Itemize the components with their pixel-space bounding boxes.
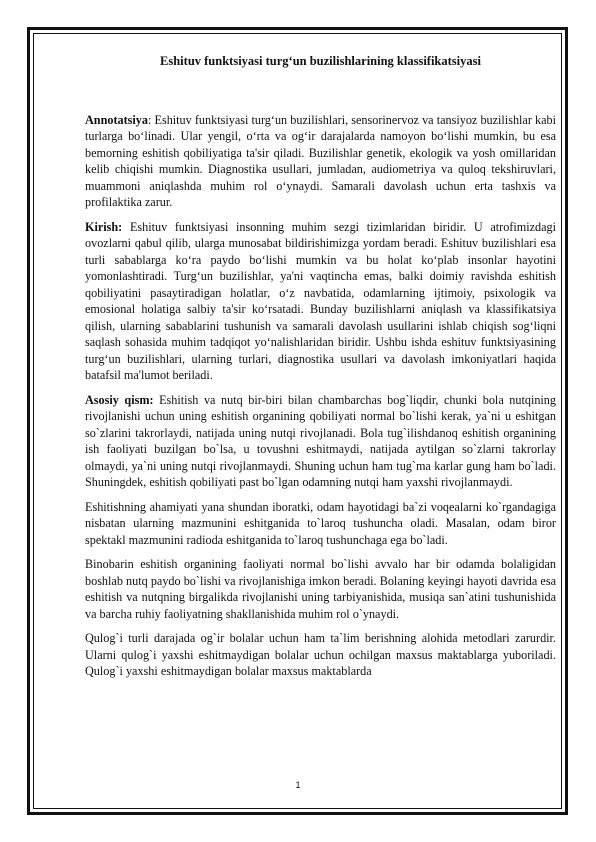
paragraph-annotation [85, 112, 556, 211]
document-title: Eshituv funktsiyasi turg‘un buzilishlarining klassifikatsiyasi [160, 54, 481, 68]
paragraph-body [85, 556, 556, 622]
page-number: 1 [295, 780, 301, 790]
paragraph-text: Eshitish va nutq bir-biri bilan chambarchas bog`liqdir, chunki bola nutqining rivojlanishi uchun uning eshitish organining qobiliyati normal bo`lishi kerak, ya`ni u eshitgan so`zlarini takrorlaydi, natijada uning nutqi rivojlanadi. Bola tug`ilishdanoq eshitish organining ish faoliyati buzilgan bo`lsa, u tovushni eshitmaydi, natijada aytilgan so`zlarni takrorlay olmaydi, ya`ni uning nutqi rivojlanmaydi. Shuning uchun ham tug`ma karlar gung ham bo`ladi. Shuningdek, eshitish qobiliyati past bo`lgan odamning nutqi ham yaxshi rivojlanmaydi. [85, 392, 556, 489]
paragraph-text: Binobarin eshitish organining faoliyati normal bo`lishi avvalo har bir odamda bolaligidan boshlab nutq paydo bo`lishi va rivojlanishiga imkon beradi. Bolaning keyingi hayoti davrida esa eshitish va nutqning birgalikda rivojlanishi uning tarbiyanishida, musiqa san`atini tushunishida va barcha ruhiy faoliyatning shakllanishida muhim rol o`ynaydi. [85, 557, 556, 621]
paragraph-introduction [85, 219, 556, 384]
paragraph-label: Asosiy qism: [85, 392, 154, 407]
paragraph-text: Eshituv funktsiyasi insonning muhim sezgi tizimlaridan biridir. U atrofimizdagi ovozlarni qabul qilib, ularga munosabat bildirishimizga yordam beradi. Eshituv buzilishlari esa turli sabablarga ko‘ra paydo bo‘lishi mumkin va bu holat ko‘plab insonlar hayotini yomonlashtiradi. Turg‘un buzilishlar, ya'ni vaqtincha emas, balki doimiy ravishda eshitish qobiliyatini pasaytiradigan holatlar, o‘z navbatida, odamlarning ijtimoiy, psixologik va emosional holatiga salbiy ta'sir ko‘rsatadi. Bunday buzilishlarni aniqlash va klassifikatsiya qilish, ularning sabablarini tushunish va samarali davolash usullarini ishlab chiqish sog‘liqni saqlash sohasida muhim tadqiqot yo‘nalishlaridan biridir. Ushbu ishda eshituv funktsiyasining turg‘un buzilishlari, ularning turlari, diagnostika usullari va davolash imkoniyatlari haqida batafsil ma'lumot beriladi. [85, 219, 556, 382]
paragraph-body [85, 499, 556, 549]
paragraph-main-part [85, 392, 556, 491]
paragraph-text: Eshitishning ahamiyati yana shundan iboratki, odam hayotidagi ba`zi voqealarni ko`rgandagiga nisbatan ularning mazmunini eshitganida to`laroq tushuncha oladi. Masalan, odam biror spektakl mazmunini radioda eshitganida to`laroq tushunchaga ega bo`ladi. [85, 499, 556, 547]
paragraph-label: Kirish: [85, 219, 123, 234]
label-separator [122, 220, 130, 234]
paragraph-body [85, 630, 556, 680]
label-separator: : [147, 112, 155, 127]
document-body [85, 53, 556, 688]
paragraph-text: Eshituv funktsiyasi turg‘un buzilishlari, sensorinervoz va tansiyoz buzilishlar kabi turlarga bo‘linadi. Ular yengil, o‘rta va og‘ir darajalarda namoyon bo‘lishi mumkin, bu esa bemorning eshitish qobiliyatiga ta'sir qiladi. Buzilishlar genetik, ekologik va yosh omillaridan kelib chiqishi mumkin. Diagnostika usullari, jumladan, audiometriya va quloq tekshiruvlari, muammoni aniqlashda muhim rol o‘ynaydi. Samarali davolash uchun erta tashxis va profilaktika zarur. [85, 112, 556, 209]
paragraph-label: Annotatsiya [85, 112, 148, 127]
paragraph-text: Qulog`i turli darajada og`ir bolalar uchun ham ta`lim berishning alohida metodlari zarurdir. Ularni qulog`i yaxshi eshitmaydigan bolalar uchun ochilgan maxsus maktablarga yuboriladi. Qulog`i yaxshi eshitmaydigan bolalar maxsus maktablarda [85, 631, 556, 678]
